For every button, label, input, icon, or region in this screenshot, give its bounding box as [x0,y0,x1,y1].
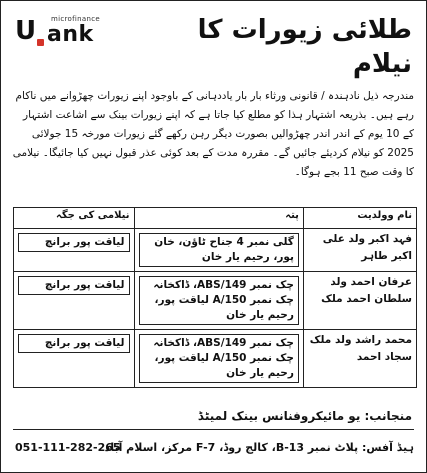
issuer-line: منجانب: یو مائیکروفنانس بینک لمیٹڈ [197,409,412,423]
defaulter-name: محمد راشد ولد ملک سجاد احمد [309,334,412,363]
name-cell [303,229,416,272]
table-row [14,272,417,330]
header-name: نام وولدیت [303,208,416,229]
bank-logo [11,15,121,55]
footer-divider [13,429,414,430]
logo-dot-icon [37,39,44,46]
table-row [14,330,417,388]
logo-tagline: microfinance [51,15,100,23]
head-office-address: ہیڈ آفس: پلاٹ نمبر B-13، کالج روڈ، F-7 مرکز، اسلام آباد [104,441,414,454]
address-cell [134,229,303,272]
phone-number: 051-111-282-265 [15,441,121,454]
defaulter-address: چک نمبر 149/ABS، ڈاکخانہ چک نمبر 150/A لیاقت پور، رحیم یار خان [139,276,299,325]
place-cell [14,330,135,388]
table-row [14,229,417,272]
notice-headline: طلائی زیورات کا نیلام [197,15,412,79]
header-address: پتہ [134,208,303,229]
defaulter-name: فہد اکبر ولد علی اکبر طاہر [322,233,412,262]
address-cell [134,330,303,388]
defaulters-table [13,207,417,388]
name-cell [303,330,416,388]
defaulter-name: عرفان احمد ولد سلطان احمد ملک [321,276,412,305]
table-header-row [14,208,417,229]
logo-letter: U [15,16,37,46]
header-auction-place: نیلامی کی جگہ [14,208,135,229]
address-cell [134,272,303,330]
logo-word: ank [47,22,94,47]
auction-place: لیاقت پور برانچ [18,233,130,252]
place-cell [14,272,135,330]
defaulter-address: چک نمبر 149/ABS، ڈاکخانہ چک نمبر 150/A لیاقت پور، رحیم یار خان [139,334,299,383]
place-cell [14,229,135,272]
notice-paragraph: مندرجہ ذیل نادہندہ / قانونی ورثاء بار بار یاددہانی کے باوجود اپنے زیورات چھڑوانے میں ناکام رہے ہیں۔ بذریعہ اشتہار ہذا کو مطلع کیا جاتا ہے کہ اپنے زیورات بینک سے اشاعت اشتہار کے 10 یوم کے اندر اندر چھڑوالیں بصورت دیگر رہن رکھے گئے زیورات مورخہ 15 جولائی 2025 کو نیلام کردیئے جائیں گے۔ مقررہ مدت کے بعد کوئی عذر قبول نہیں کیا جائیگا۔ نیلامی کا وقت صبح 11 بجے ہوگا۔ [12,90,414,178]
auction-place: لیاقت پور برانچ [18,276,130,295]
auction-place: لیاقت پور برانچ [18,334,130,353]
defaulter-address: گلی نمبر 4 جناح ٹاؤن، خان پور، رحیم یار خان [139,233,299,267]
name-cell [303,272,416,330]
